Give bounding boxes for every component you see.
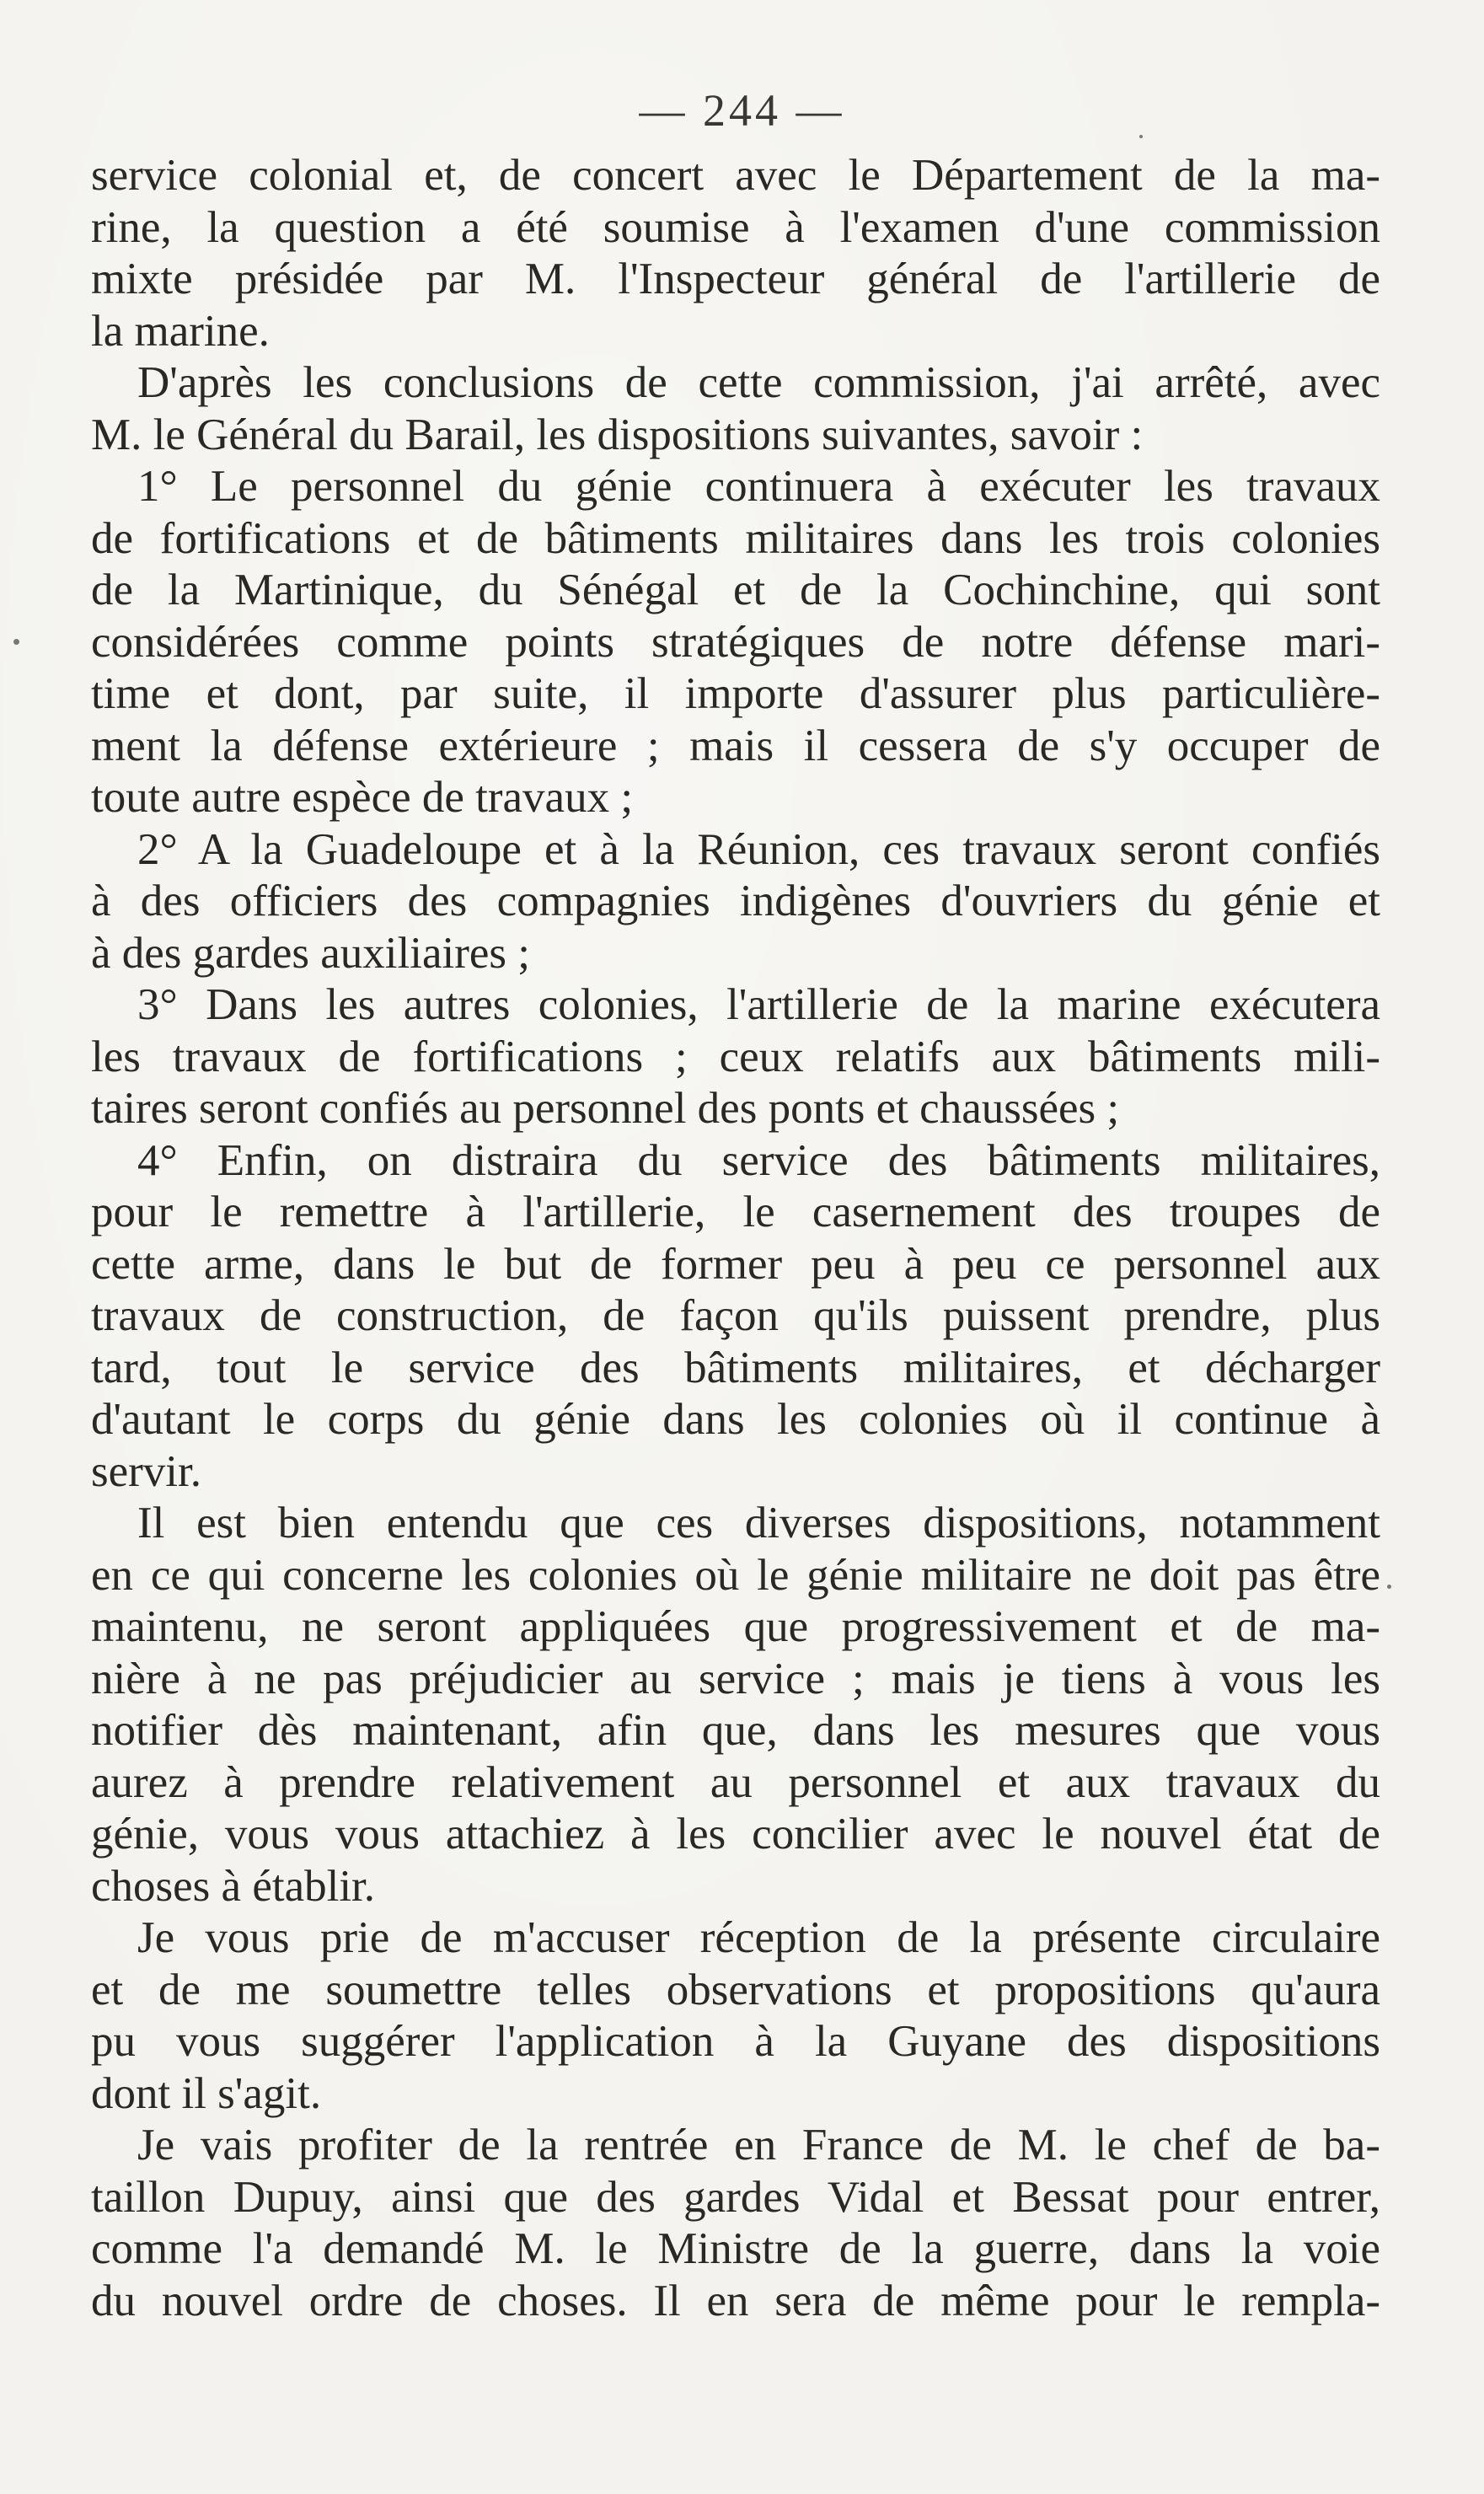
text-line: notifier dès maintenant, afin que, dans les mesures que vous xyxy=(91,1706,1380,1755)
text-line: de fortifications et de bâtiments militaires dans les trois colonies xyxy=(91,513,1380,563)
text-line: travaux de construction, de façon qu'ils puissent prendre, plus xyxy=(91,1291,1380,1340)
text-line: service colonial et, de concert avec le Département de la ma- xyxy=(91,151,1380,200)
text-line: time et dont, par suite, il importe d'assurer plus particulière- xyxy=(91,669,1380,718)
text-line: les travaux de fortifications ; ceux relatifs aux bâtiments mili- xyxy=(91,1032,1380,1081)
text-line: taillon Dupuy, ainsi que des gardes Vidal et Bessat pour entrer, xyxy=(91,2172,1380,2222)
scan-speck xyxy=(13,639,19,645)
text-line: servir. xyxy=(91,1446,201,1496)
text-line: dont il s'agit. xyxy=(91,2068,322,2118)
text-line: 3° Dans les autres colonies, l'artillerie de la marine exécutera xyxy=(137,980,1380,1029)
text-line: nière à ne pas préjudicier au service ; mais je tiens à vous les xyxy=(91,1654,1380,1703)
text-line: 1° Le personnel du génie continuera à exécuter les travaux xyxy=(137,462,1380,511)
text-line: génie, vous vous attachiez à les concilier avec le nouvel état de xyxy=(91,1810,1380,1858)
text-line: de la Martinique, du Sénégal et de la Cochinchine, qui sont xyxy=(91,566,1380,614)
text-line: pour le remettre à l'artillerie, le casernement des troupes de xyxy=(91,1188,1380,1236)
text-line: 4° Enfin, on distraira du service des bâtiments militaires, xyxy=(137,1135,1380,1185)
scan-speck xyxy=(1387,1585,1391,1589)
text-line: toute autre espèce de travaux ; xyxy=(91,773,634,822)
text-line: à des gardes auxiliaires ; xyxy=(91,928,530,978)
text-line: taires seront confiés au personnel des ponts et chaussées ; xyxy=(91,1084,1120,1133)
text-line: Il est bien entendu que ces diverses dispositions, notamment xyxy=(137,1499,1380,1547)
text-line: et de me soumettre telles observations et propositions qu'aura xyxy=(91,1965,1380,2014)
scan-speck xyxy=(1139,135,1143,138)
text-line: la marine. xyxy=(91,306,270,356)
text-line: en ce qui concerne les colonies où le génie militaire ne doit pas être xyxy=(91,1550,1380,1600)
text-line: à des officiers des compagnies indigènes d'ouvriers du génie et xyxy=(91,877,1380,925)
text-line: du nouvel ordre de choses. Il en sera de même pour le rempla- xyxy=(91,2276,1380,2325)
text-line: maintenu, ne seront appliquées que progressivement et de ma- xyxy=(91,1602,1380,1651)
text-line: pu vous suggérer l'application à la Guyane des dispositions xyxy=(91,2017,1380,2066)
text-line: M. le Général du Barail, les dispositions suivantes, savoir : xyxy=(91,410,1144,459)
text-line: d'autant le corps du génie dans les colonies où il continue à xyxy=(91,1395,1380,1444)
text-line: rine, la question a été soumise à l'examen d'une commission xyxy=(91,202,1380,252)
text-line: aurez à prendre relativement au personnel et aux travaux du xyxy=(91,1757,1380,1807)
text-line: ment la défense extérieure ; mais il cessera de s'y occuper de xyxy=(91,721,1380,770)
text-line: Je vais profiter de la rentrée en France de M. le chef de ba- xyxy=(137,2121,1380,2170)
text-line: D'après les conclusions de cette commission, j'ai arrêté, avec xyxy=(137,358,1380,407)
text-line: cette arme, dans le but de former peu à peu ce personnel aux xyxy=(91,1239,1380,1289)
text-line: Je vous prie de m'accuser réception de la présente circulaire xyxy=(137,1913,1380,1962)
body-text xyxy=(91,150,1380,2327)
text-line: considérées comme points stratégiques de notre défense mari- xyxy=(91,617,1380,667)
text-line: comme l'a demandé M. le Ministre de la guerre, dans la voie xyxy=(91,2224,1380,2273)
text-line: mixte présidée par M. l'Inspecteur général de l'artillerie de xyxy=(91,255,1380,303)
text-line: 2° A la Guadeloupe et à la Réunion, ces travaux seront confiés xyxy=(137,824,1380,874)
page-number: — 244 — xyxy=(639,85,845,136)
text-line: choses à établir. xyxy=(91,1861,376,1911)
text-line: tard, tout le service des bâtiments militaires, et décharger xyxy=(91,1343,1380,1392)
